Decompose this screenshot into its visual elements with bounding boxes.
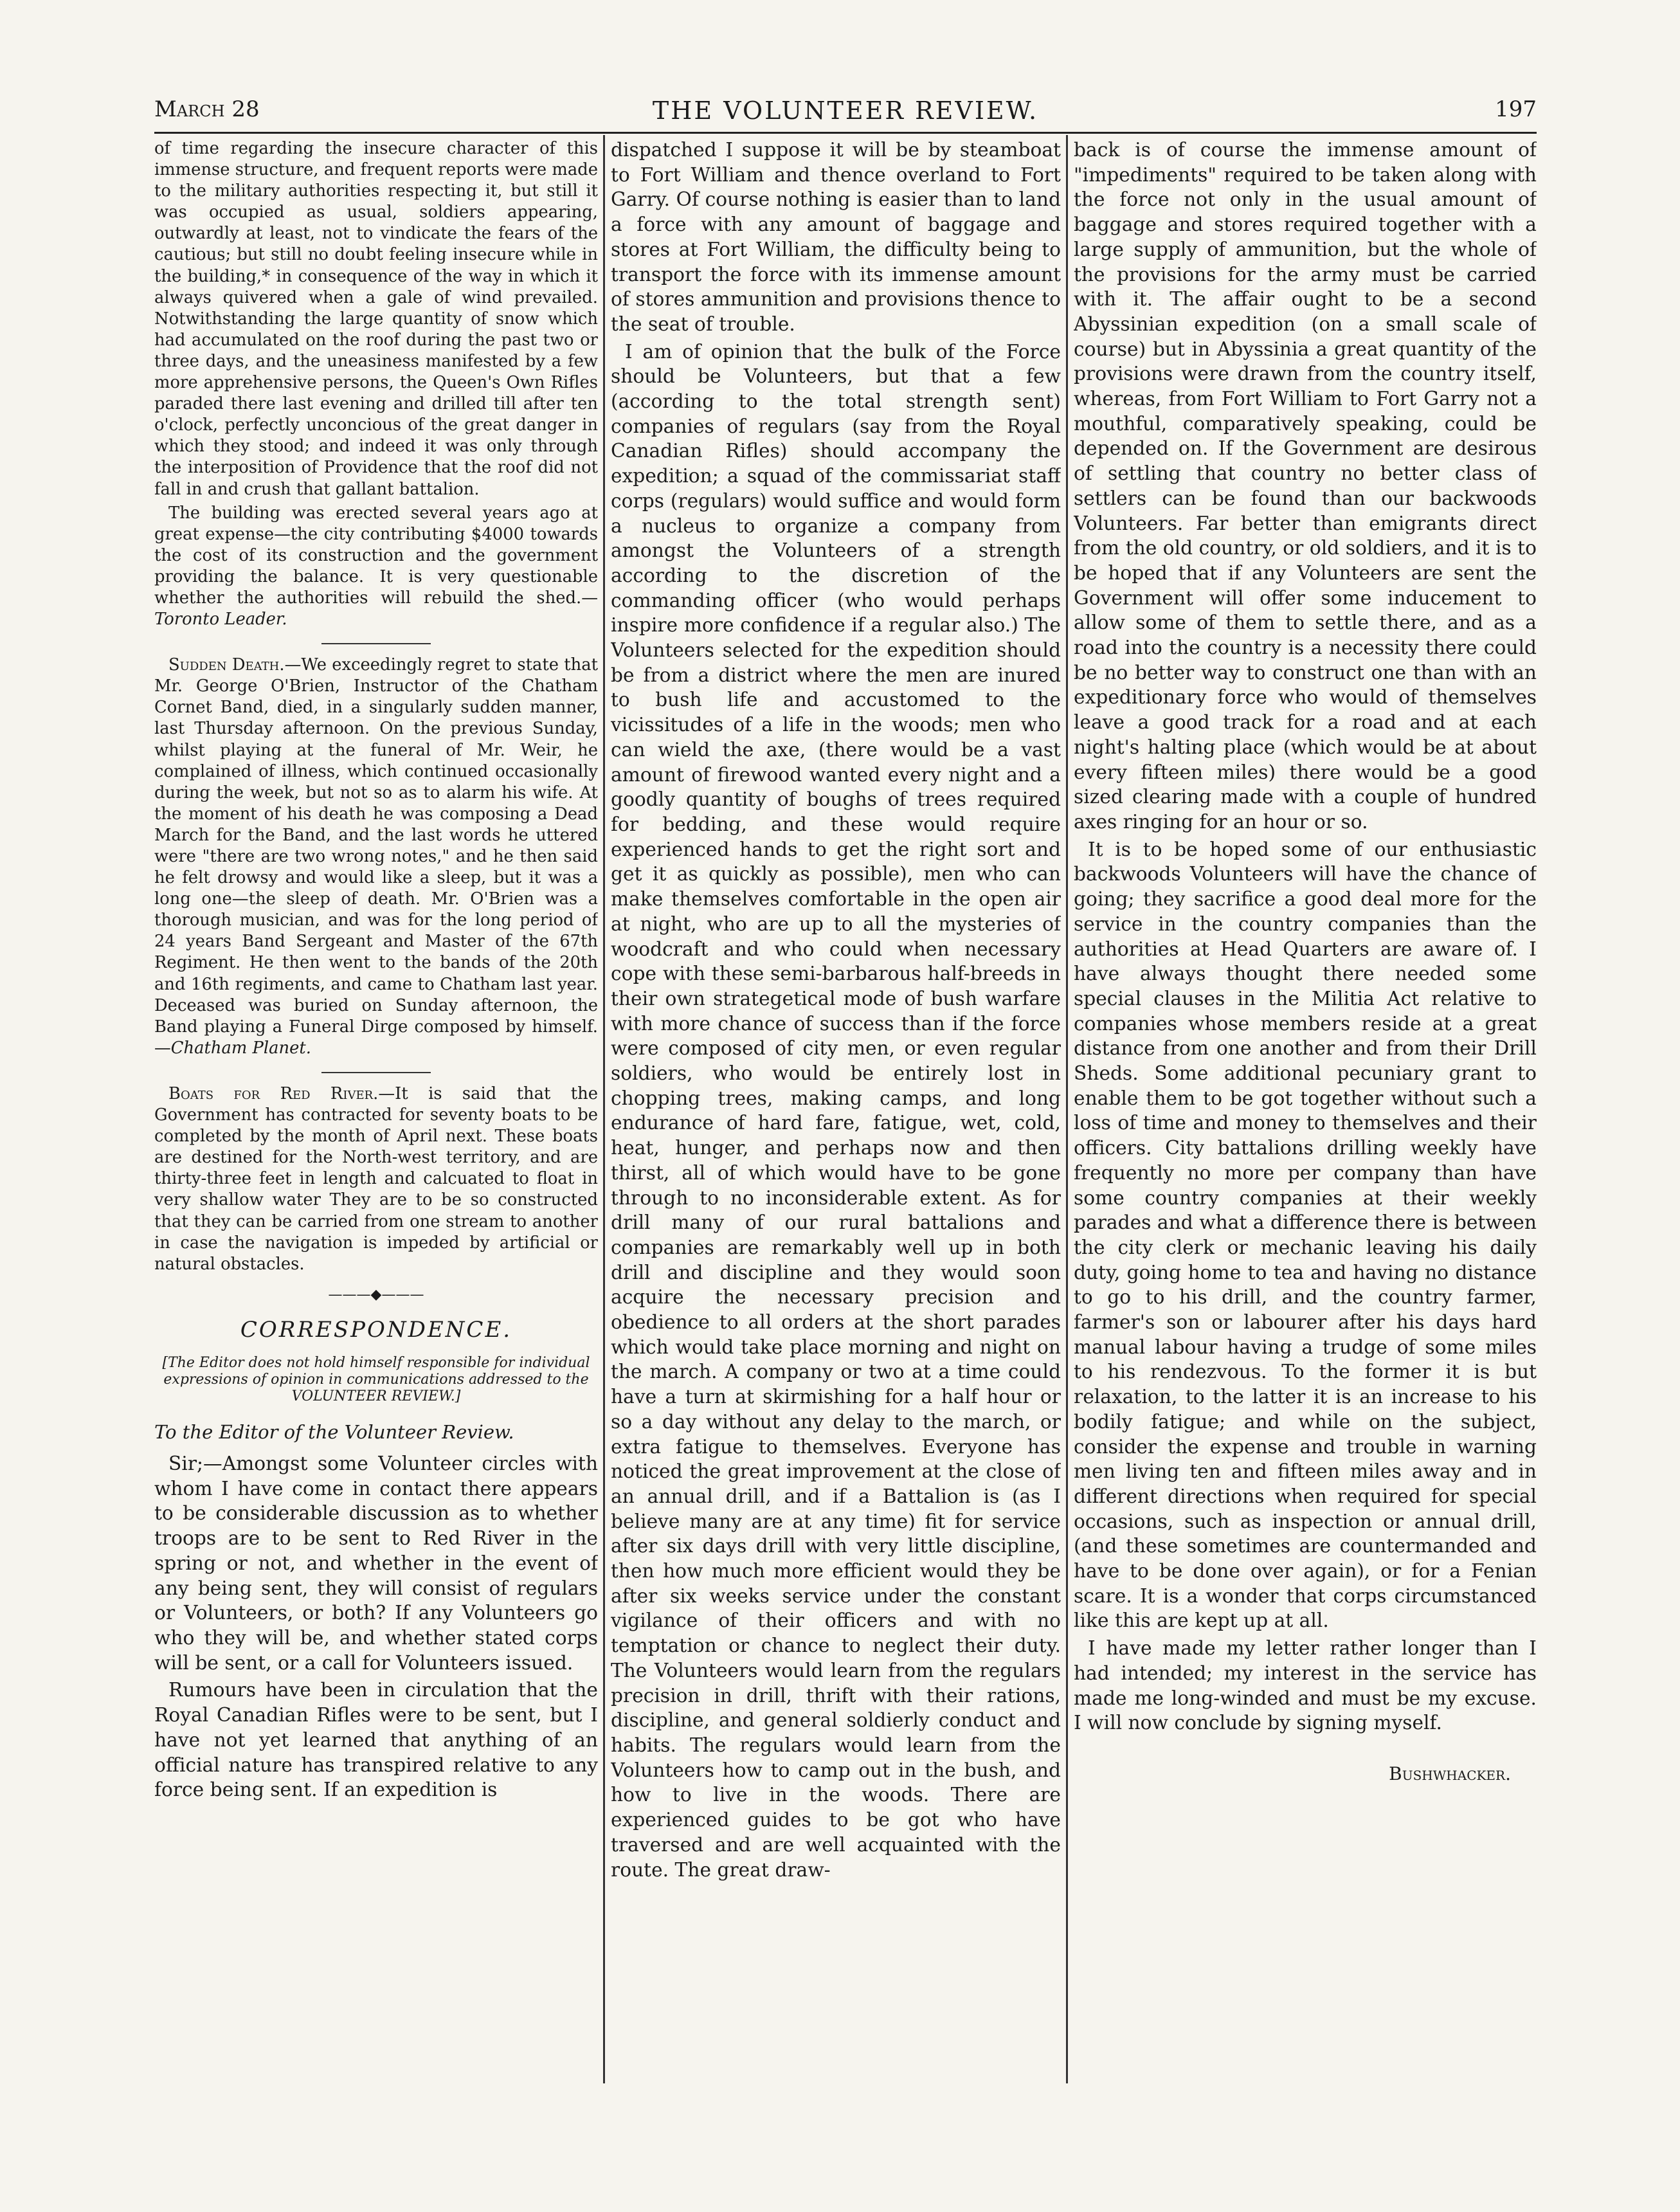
article-separator <box>321 1072 431 1073</box>
publication-title: THE VOLUNTEER REVIEW. <box>652 96 1039 125</box>
article-separator <box>321 643 431 644</box>
column-1 <box>154 138 598 2080</box>
article-text: —We exceedingly regret to state that Mr. George O'Brien, Instructor of the Chatham Cornet Band, died, in a singularly sudden manner, last Thursday afternoon. On the previous Sunday, whilst playing at the funeral of Mr. Weir, he complained of illness, which continued occasionally during the week, but not so as to alarm his wife. At the moment of his death he was composing a Dead March for the Band, and the last words he uttered were "there are two wrong notes," and he then said he felt drowsy and would like a sleep, but it was a long one—the sleep of death. Mr. O'Brien was a thorough musician, and was for the long period of 24 years Band Sergeant and Master of the 67th Regiment. He then went to the bands of the 20th and 16th regiments, and came to Chatham last year. Deceased was buried on Sunday afternoon, the Band playing a Funeral Dirge composed by himself.— <box>154 655 598 1058</box>
letter-signature: Bushwhacker. <box>1389 1763 1511 1784</box>
letter-paragraph: dispatched I suppose it will be by steamboat to Fort William and thence overland to Fort Garry. Of course nothing is easier than to land a force with any amount of baggage and stores at Fort William, the difficulty being to transport the force with its immense amount of stores ammunition and provisions thence to the seat of trouble. <box>611 139 1061 336</box>
issue-date: March 28 <box>154 96 260 122</box>
armoury-article-paragraph: of time regarding the insecure character of this immense structure, and frequent reports were made to the military authorities respecting it, but still it was occupied as usual, soldiers appearing, outwardly at least, not to vindicate the fears of the cautious; but still no doubt feeling insecure while in the building,* in consequence of the way in which it always quivered when a gale of wind prevailed. Notwithstanding the large quantity of snow which had accumulated on the roof during the past two or three days, and the uneasiness manifested by a few more apprehensive persons, the Queen's Own Rifles paraded there last evening and drilled till after ten o'clock, perfectly unconcious of the great danger in which they stood; and indeed it was only through the interposition of Providence that the roof did not fall in and crush that gallant battalion. <box>154 139 598 499</box>
boats-article <box>154 1083 598 1275</box>
ornament-divider: ———◆——— <box>328 1286 424 1303</box>
column-divider <box>603 135 605 2083</box>
letter-paragraph: I am of opinion that the bulk of the Force should be Volunteers, but that a few (according to the total strength sent) companies of regulars (say from the Royal Canadian Rifles) should accompany the expedition; a squad of the commissariat staff corps (regulars) would suffice and would form a nucleus to organize a company from amongst the Volunteers of a strength according to the discretion of the commanding officer (who would perhaps inspire more confidence if a regular also.) The Volunteers selected for the expedition should be from a district where the men are inured to bush life and accustomed to the vicissitudes of a life in the woods; men who can wield the axe, (there would be a vast amount of firewood wanted every night and a goodly quantity of boughs of trees required for bedding, and these would require experienced hands to get the right sort and get it as quickly as possible), men who can make themselves comfortable in the open air at night, who are up to all the mysteries of woodcraft and who could when necessary cope with these semi-barbarous half-breeds in their own strategetical mode of bush warfare with more chance of success than if the force were composed of city men, or even regular soldiers, who would be entirely lost in chopping trees, making camps, and long endurance of hard fare, fatigue, wet, cold, heat, hunger, and perhaps now and then thirst, all of which would have to be gone through to no inconsiderable extent. As for drill many of our rural battalions and companies are remarkably well up in both drill and discipline and they would soon acquire the necessary precision and obedience to all orders at the short parades which would take place morning and night on the march. A company or two at a time could have a turn at skirmishing for a half hour or so a day without any delay to the march, or extra fatigue to themselves. Everyone has noticed the great improvement at the close of an annual drill, and if a Battalion is (as I believe many are at any time) fit for service after six days drill with very little discipline, then how much more efficient would they be after six weeks service under the constant vigilance of their officers and with no temptation or chance to neglect their duty. The Volunteers would learn from the regulars precision in drill, thrift with their rations, discipline, and general soldierly conduct and habits. The regulars would learn from the Volunteers how to camp out in the bush, and how to live in the woods. There are experienced guides to be got who have traversed and are well acquainted with the route. The great draw- <box>611 340 1061 1881</box>
column-3 <box>1074 138 1537 2080</box>
letter-paragraph: I have made my letter rather longer than I had intended; my interest in the service has made me long-winded and must be my excuse. I will now conclude by signing myself. <box>1074 1637 1537 1735</box>
letter-salutation: To the Editor of the Volunteer Review. <box>154 1420 514 1443</box>
column-2 <box>611 138 1061 2080</box>
sudden-death-article <box>154 655 598 1059</box>
page-number: 197 <box>1495 96 1537 122</box>
letter-paragraph: Rumours have been in circulation that the Royal Canadian Rifles were to be sent, but I have not yet learned that anything of an official nature has transpired relative to any force being sent. If an expedition is <box>154 1679 598 1802</box>
column-divider <box>1066 135 1068 2083</box>
armoury-article-paragraph <box>154 503 598 631</box>
editor-disclaimer: [The Editor does not hold himself responsible for individual expressions of opinion in communications addressed to the VOLUNTEER REVIEW.] <box>162 1354 590 1404</box>
article-heading: Sudden Death. <box>168 655 285 675</box>
article-source: Toronto Leader. <box>154 610 287 630</box>
article-heading: Boats for Red River. <box>168 1083 379 1103</box>
page-header <box>154 96 1537 135</box>
letter-paragraph: It is to be hoped some of our enthusiastic backwoods Volunteers will have the chance of going; they sacrifice a good deal more for the service in the country companies than the authorities at Head Quarters are aware of. I have always thought there needed some special clauses in the Militia Act relative to companies whose members reside at a great distance from one another and from their Drill Sheds. Some additional pecuniary grant to enable them to be got together without such a loss of time and money to themselves and their officers. City battalions drilling weekly have frequently no more per company than have some country companies at their weekly parades and what a difference there is between the city clerk or mechanic leaving his daily duty, going home to tea and having no distance to go to his drill, and the country farmer, farmer's son or labourer after his days hard manual labour having a trudge of some miles to his rendezvous. To the former it is but relaxation, to the latter it is an increase to his bodily fatigue; and while on the subject, consider the expense and trouble in warning men living ten and fifteen miles away and in different directions when required for special occasions, such as inspection or annual drill, (and these sometimes are countermanded and have to be done over again), or for a Fenian scare. It is a wonder that corps circumstanced like this are kept up at all. <box>1074 838 1537 1633</box>
letter-paragraph: back is of course the immense amount of "impediments" required to be taken along with the force not only in the usual amount of baggage and stores required together with a large supply of ammunition, but the whole of the provisions for the army must be carried with it. The affair ought to be a second Abyssinian expedition (on a small scale of course) but in Abyssinia a great quantity of the provisions were drawn from the country itself, whereas, from Fort William to Fort Garry not a mouthful, comparatively speaking, could be depended on. If the Government are desirous of settling that country no better class of settlers can be found than our backwoods Volunteers. Far better than emigrants direct from the old country, or old soldiers, and it is to be hoped that if any Volunteers are sent the Government will offer some inducement to allow some of them to settle there, and as a road into the country is a necessity there could be no better way to construct one than with an expeditionary force who would of themselves leave a good track for a road and at each night's halting place (which would be at about every fifteen miles) there would be a good sized clearing made with a couple of hundred axes ringing for an hour or so. <box>1074 139 1537 833</box>
correspondence-heading: CORRESPONDENCE. <box>240 1316 512 1343</box>
letter-paragraph: Sir;—Amongst some Volunteer circles with whom I have come in contact there appears to be considerable discussion as to whether troops are to be sent to Red River in the spring or not, and whether in the event of any being sent, they will consist of regulars or Volunteers, or both? If any Volunteers go who they will be, and whether stated corps will be sent, or a call for Volunteers issued. <box>154 1453 598 1674</box>
article-source: Chatham Planet. <box>170 1038 311 1058</box>
article-text: —It is said that the Government has contracted for seventy boats to be completed by the month of April next. These boats are destined for the North-west territory, and are thirty-three feet in length and calcuated to float in very shallow water They are to be so constructed that they can be carried from one stream to another in case the navigation is impeded by artificial or natural obstacles. <box>154 1083 598 1274</box>
header-rule <box>154 132 1537 134</box>
article-text: The building was erected several years ago at great expense—the city contributing $4000 towards the cost of its construction and the government providing the balance. It is very questionable whether the authorities will rebuild the shed.— <box>154 503 598 608</box>
